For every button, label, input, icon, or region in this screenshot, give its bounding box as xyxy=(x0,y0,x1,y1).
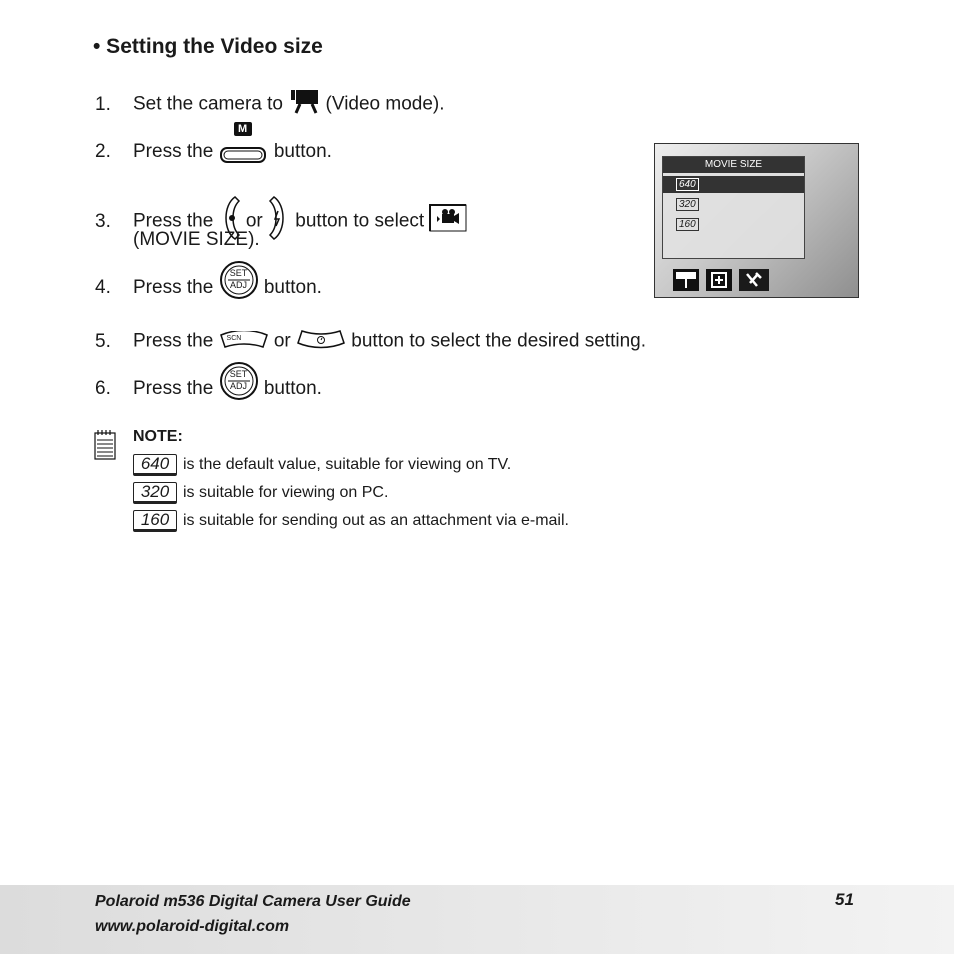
menu-title: MOVIE SIZE xyxy=(663,157,804,173)
step-or: or xyxy=(245,210,263,232)
size-badge: 320 xyxy=(133,482,177,504)
camera-screen-illustration xyxy=(654,143,859,298)
step-6 xyxy=(95,369,322,401)
menu-option-160: 160 xyxy=(663,216,804,233)
set-label: SET xyxy=(229,268,248,278)
step-or: or xyxy=(273,330,291,352)
notepad-icon xyxy=(94,430,116,465)
set-adj-button-icon xyxy=(219,361,259,401)
function-menu-tab-icon xyxy=(706,269,732,291)
step-number: 5. xyxy=(95,330,111,352)
footer-url[interactable]: www.polaroid-digital.com xyxy=(95,918,290,935)
flash-right-button-icon xyxy=(268,195,290,248)
step-3-continued: (MOVIE SIZE). xyxy=(133,229,260,250)
step-text: Press the xyxy=(133,277,214,299)
image-menu-tab-icon xyxy=(673,269,699,291)
note-item-640 xyxy=(133,454,511,476)
movie-size-icon xyxy=(429,204,467,239)
setup-menu-tab-icon xyxy=(739,269,769,291)
step-4 xyxy=(95,268,322,300)
step-number: 4. xyxy=(95,277,111,299)
step-text: button. xyxy=(273,141,332,163)
step-5 xyxy=(95,327,646,356)
step-2 xyxy=(95,123,332,164)
note-item-160 xyxy=(133,510,569,532)
section-heading: • Setting the Video size xyxy=(93,35,323,58)
step-text: Set the camera to xyxy=(133,93,283,115)
step-text: Press the xyxy=(133,378,214,400)
menu-option-640: 640 xyxy=(663,176,804,193)
set-adj-button-icon xyxy=(219,260,259,300)
footer-title: Polaroid m536 Digital Camera User Guide xyxy=(95,893,411,910)
menu-option-320: 320 xyxy=(663,196,804,213)
step-text: (Video mode). xyxy=(325,93,445,115)
size-badge: 640 xyxy=(133,454,177,476)
scn-label: SCN xyxy=(226,334,242,342)
step-text: Press the xyxy=(133,330,214,352)
adj-label: ADJ xyxy=(230,280,248,290)
step-text: Press the xyxy=(133,210,214,232)
note-text: is the default value, suitable for viewing on TV. xyxy=(183,456,512,474)
step-number: 3. xyxy=(95,210,111,232)
note-text: is suitable for sending out as an attachment via e-mail. xyxy=(183,512,569,530)
movie-size-menu xyxy=(662,156,805,259)
adj-label: ADJ xyxy=(230,381,248,391)
menu-button-icon xyxy=(219,123,269,164)
m-key-label: M xyxy=(234,122,252,136)
video-camera-icon xyxy=(288,88,320,121)
set-label: SET xyxy=(229,369,248,379)
self-timer-down-button-icon xyxy=(296,327,346,356)
note-item-320 xyxy=(133,482,388,504)
camera-tab-bar xyxy=(673,269,769,291)
step-text: button. xyxy=(263,277,322,299)
step-number: 6. xyxy=(95,378,111,400)
step-number: 1. xyxy=(95,93,111,115)
scn-up-button-icon xyxy=(219,331,269,353)
size-badge: 160 xyxy=(133,510,177,532)
note-text: is suitable for viewing on PC. xyxy=(183,484,389,502)
step-1 xyxy=(95,88,445,121)
page-number: 51 xyxy=(835,890,854,909)
note-title: NOTE: xyxy=(133,428,183,445)
step-text: button to select xyxy=(295,210,425,232)
step-text: button to select the desired setting. xyxy=(351,330,646,352)
step-text: button. xyxy=(263,378,322,400)
step-number: 2. xyxy=(95,141,111,163)
step-text: Press the xyxy=(133,141,214,163)
